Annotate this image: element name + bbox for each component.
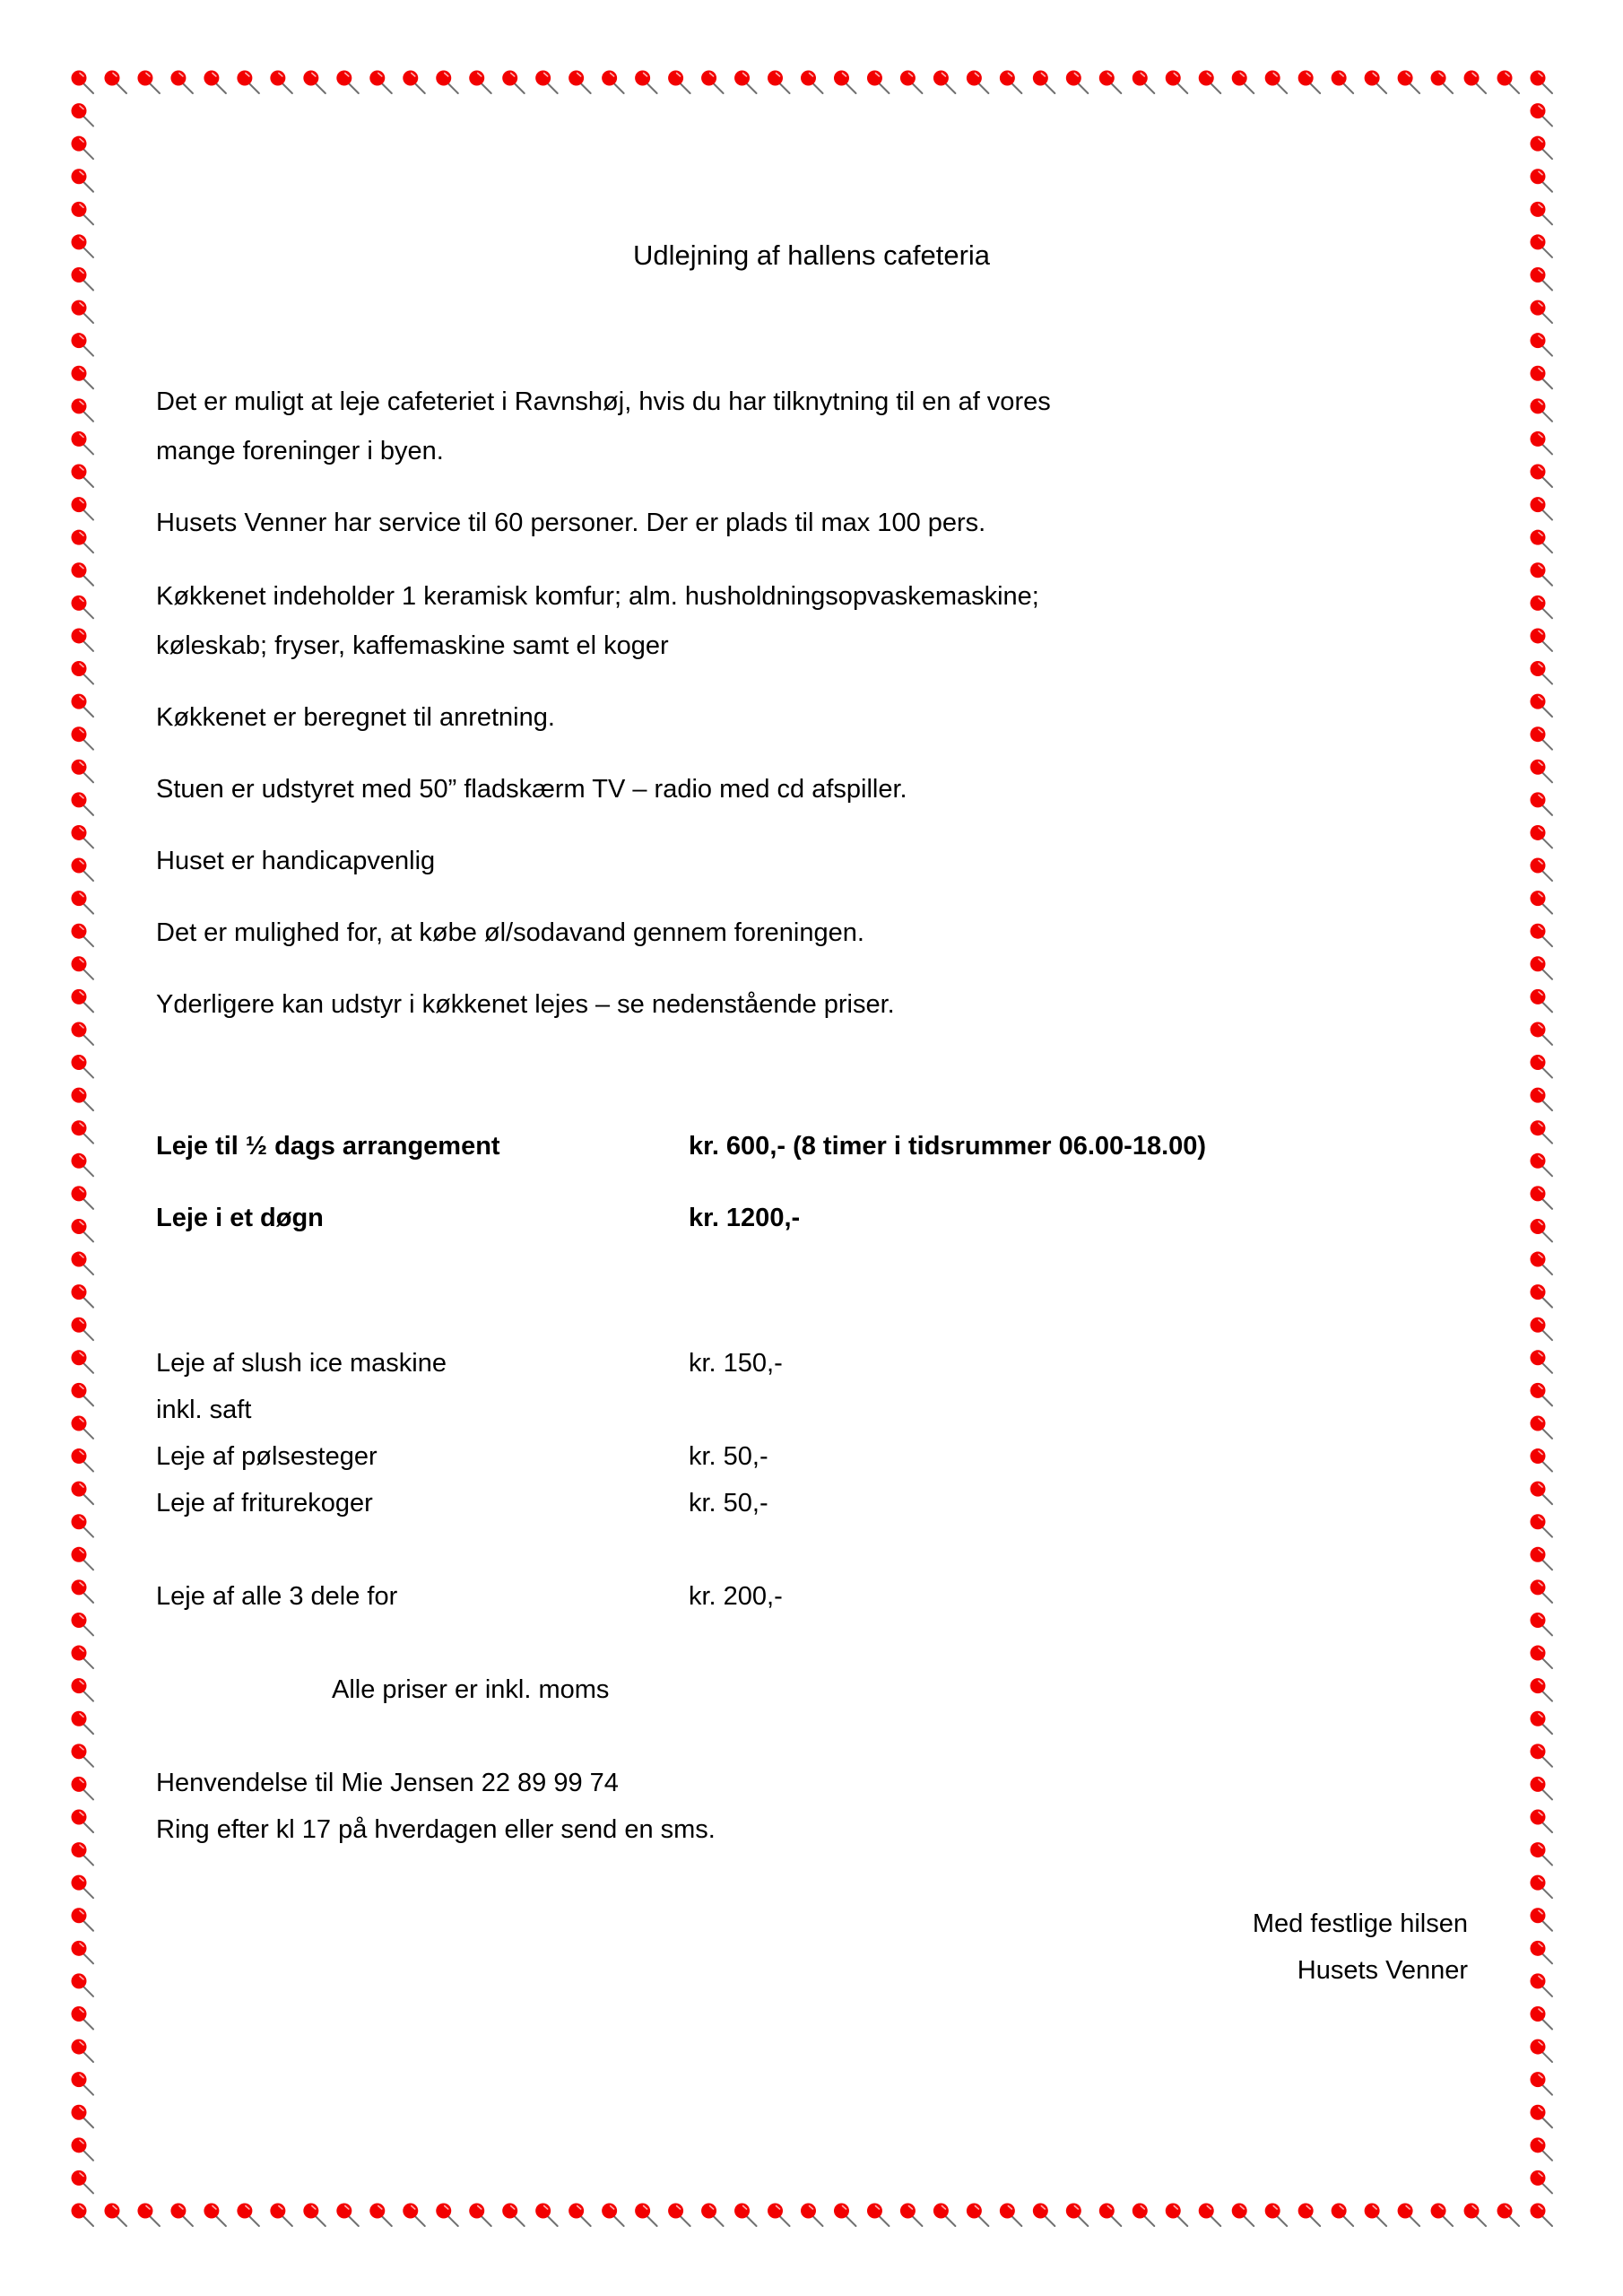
pushpin-icon <box>1332 71 1354 94</box>
closing-sender: Husets Venner <box>1297 1956 1468 1985</box>
pushpin-icon <box>967 71 989 94</box>
pushpin-icon <box>72 1777 94 1800</box>
pushpin-icon <box>72 202 94 225</box>
pushpin-icon <box>1531 2105 1553 2128</box>
vat-note: Alle priser er inkl. moms <box>332 1675 610 1704</box>
pushpin-icon <box>1531 1678 1553 1701</box>
pushpin-icon <box>237 2204 259 2227</box>
pushpin-icon <box>72 1514 94 1537</box>
equipment-label: Leje af friturekoger <box>156 1489 373 1518</box>
pushpin-icon <box>72 989 94 1013</box>
pushpin-icon <box>72 169 94 192</box>
pushpin-icon <box>734 2204 757 2227</box>
pushpin-icon <box>1531 694 1553 718</box>
pushpin-icon <box>602 2204 624 2227</box>
pushpin-icon <box>72 1055 94 1078</box>
pushpin-icon <box>1531 1350 1553 1373</box>
pushpin-icon <box>170 71 193 94</box>
pushpin-icon <box>1497 71 1520 94</box>
contact-line: Henvendelse til Mie Jensen 22 89 99 74 <box>156 1769 619 1797</box>
pushpin-icon <box>867 2204 890 2227</box>
pushpin-icon <box>72 136 94 160</box>
pushpin-icon <box>72 825 94 848</box>
pushpin-icon <box>72 1941 94 1964</box>
pushpin-icon <box>72 2105 94 2128</box>
pushpin-icon <box>1531 300 1553 324</box>
pushpin-icon <box>72 1646 94 1669</box>
pushpin-icon <box>1531 1744 1553 1767</box>
equipment-price: kr. 50,- <box>689 1489 768 1518</box>
pushpin-icon <box>72 694 94 718</box>
pushpin-icon <box>72 596 94 619</box>
pushpin-icon <box>436 2204 458 2227</box>
pushpin-icon <box>635 71 657 94</box>
equipment-price: kr. 200,- <box>689 1582 783 1611</box>
pushpin-icon <box>1099 2204 1122 2227</box>
pushpin-icon <box>1531 2072 1553 2095</box>
pushpin-icon <box>1531 726 1553 750</box>
pushpin-icon <box>568 71 591 94</box>
pushpin-icon <box>72 1678 94 1701</box>
pushpin-icon <box>602 71 624 94</box>
pushpin-icon <box>72 103 94 126</box>
pushpin-icon <box>1531 1777 1553 1800</box>
pushpin-icon <box>436 71 458 94</box>
pushpin-icon <box>137 71 160 94</box>
pushpin-icon <box>1232 2204 1254 2227</box>
pushpin-icon <box>768 2204 790 2227</box>
pushpin-icon <box>72 1415 94 1439</box>
paragraph-line: Køkkenet indeholder 1 keramisk komfur; alm. husholdningsopvaskemaskine; <box>156 582 1039 611</box>
pushpin-icon <box>1531 366 1553 389</box>
pushpin-icon <box>403 71 425 94</box>
pushpin-icon <box>72 2137 94 2161</box>
pushpin-icon <box>1531 858 1553 882</box>
pushpin-icon <box>72 792 94 815</box>
pushpin-icon <box>72 661 94 684</box>
pushpin-icon <box>1531 1284 1553 1308</box>
pushpin-icon <box>72 1022 94 1045</box>
pushpin-icon <box>72 497 94 520</box>
pushpin-icon <box>403 2204 425 2227</box>
pushpin-icon <box>1531 562 1553 586</box>
pushpin-icon <box>1531 1318 1553 1341</box>
pushpin-icon <box>1531 1415 1553 1439</box>
pushpin-icon <box>1298 2204 1321 2227</box>
rental-price: kr. 1200,- <box>689 1204 801 1232</box>
pushpin-icon <box>1497 2204 1520 2227</box>
pushpin-icon <box>204 71 226 94</box>
pushpin-icon <box>72 1744 94 1767</box>
pushpin-icon <box>1133 71 1155 94</box>
pushpin-icon <box>72 1219 94 1242</box>
pushpin-icon <box>1531 1252 1553 1275</box>
pushpin-icon <box>1298 71 1321 94</box>
pushpin-icon <box>1531 465 1553 488</box>
pushpin-icon <box>1531 2006 1553 2030</box>
pushpin-icon <box>967 2204 989 2227</box>
pushpin-icon <box>668 2204 690 2227</box>
pushpin-icon <box>1531 1022 1553 1045</box>
pushpin-icon <box>1199 2204 1221 2227</box>
pushpin-icon <box>1531 1547 1553 1570</box>
equipment-label: Leje af slush ice maskine <box>156 1349 447 1378</box>
pushpin-icon <box>72 300 94 324</box>
pushpin-icon <box>1531 2137 1553 2161</box>
pushpin-icon <box>768 71 790 94</box>
pushpin-icon <box>72 1875 94 1899</box>
pushpin-icon <box>1265 71 1288 94</box>
equipment-price: kr. 150,- <box>689 1349 783 1378</box>
pushpin-icon <box>303 71 325 94</box>
pushpin-icon <box>72 431 94 455</box>
pushpin-icon <box>72 366 94 389</box>
paragraph-line: Det er muligt at leje cafeteriet i Ravnshøj, hvis du har tilknytning til en af vores <box>156 387 1051 416</box>
pushpin-icon <box>72 1711 94 1735</box>
pushpin-icon <box>72 1973 94 1996</box>
pushpin-icon <box>1066 71 1089 94</box>
pushpin-icon <box>369 2204 392 2227</box>
pushpin-icon <box>1531 202 1553 225</box>
pushpin-icon <box>1365 71 1387 94</box>
pushpin-icon <box>1166 71 1188 94</box>
paragraph-line: Husets Venner har service til 60 personer. Der er plads til max 100 pers. <box>156 509 986 537</box>
pushpin-icon <box>72 1809 94 1832</box>
pushpin-icon <box>834 2204 856 2227</box>
pushpin-icon <box>72 1448 94 1472</box>
pushpin-icon <box>72 1383 94 1406</box>
pushpin-icon <box>1531 103 1553 126</box>
pushpin-icon <box>668 71 690 94</box>
pushpin-icon <box>72 562 94 586</box>
pushpin-icon <box>336 71 359 94</box>
pushpin-icon <box>72 2039 94 2063</box>
pushpin-icon <box>1000 71 1022 94</box>
pushpin-icon <box>72 530 94 553</box>
pushpin-icon <box>72 465 94 488</box>
pushpin-icon <box>535 2204 558 2227</box>
pushpin-icon <box>72 1908 94 1931</box>
pushpin-icon <box>336 2204 359 2227</box>
pushpin-icon <box>568 2204 591 2227</box>
pushpin-icon <box>933 2204 956 2227</box>
pushpin-icon <box>1531 760 1553 783</box>
pushpin-icon <box>1531 1088 1553 1111</box>
pushpin-icon <box>72 1613 94 1636</box>
pushpin-icon <box>1531 2039 1553 2063</box>
pushpin-icon <box>1531 924 1553 947</box>
pushpin-icon <box>303 2204 325 2227</box>
pushpin-icon <box>72 858 94 882</box>
paragraph-line: Huset er handicapvenlig <box>156 847 436 875</box>
pushpin-icon <box>1332 2204 1354 2227</box>
pushpin-icon <box>72 2204 94 2227</box>
pushpin-icon <box>270 71 292 94</box>
pushpin-icon <box>72 398 94 422</box>
pushpin-icon <box>204 2204 226 2227</box>
paragraph-line: Det er mulighed for, at købe øl/sodavand gennem foreningen. <box>156 918 864 947</box>
pushpin-icon <box>72 2072 94 2095</box>
pushpin-icon <box>1531 497 1553 520</box>
pushpin-icon <box>1531 398 1553 422</box>
pushpin-icon <box>72 1579 94 1603</box>
pushpin-icon <box>1531 1613 1553 1636</box>
pushpin-icon <box>801 71 823 94</box>
equipment-label: Leje af alle 3 dele for <box>156 1582 398 1611</box>
pushpin-icon <box>72 1547 94 1570</box>
pushpin-icon <box>900 71 922 94</box>
pushpin-icon <box>72 2006 94 2030</box>
paragraph-line: køleskab; fryser, kaffemaskine samt el koger <box>156 631 669 660</box>
pushpin-icon <box>237 71 259 94</box>
pushpin-icon <box>1531 1120 1553 1144</box>
closing-greeting: Med festlige hilsen <box>1252 1909 1468 1938</box>
pushpin-icon <box>1464 71 1487 94</box>
pushpin-icon <box>1464 2204 1487 2227</box>
pushpin-icon <box>1531 956 1553 979</box>
pushpin-icon <box>270 2204 292 2227</box>
document-title: Udlejning af hallens cafeteria <box>632 239 991 271</box>
pushpin-icon <box>1531 1448 1553 1472</box>
pushpin-icon <box>734 71 757 94</box>
pushpin-icon <box>1531 1514 1553 1537</box>
pushpin-icon <box>1166 2204 1188 2227</box>
pushpin-icon <box>867 71 890 94</box>
pushpin-icon <box>469 2204 491 2227</box>
pushpin-icon <box>1531 431 1553 455</box>
pushpin-icon <box>1531 1219 1553 1242</box>
contact-line: Ring efter kl 17 på hverdagen eller send en sms. <box>156 1815 716 1844</box>
pushpin-icon <box>1000 2204 1022 2227</box>
pushpin-icon <box>1531 1186 1553 1209</box>
pushpin-icon <box>469 71 491 94</box>
pushpin-icon <box>1531 1973 1553 1996</box>
pushpin-icon <box>1033 71 1055 94</box>
pushpin-icon <box>900 2204 922 2227</box>
pushpin-icon <box>1531 1646 1553 1669</box>
pushpin-icon <box>1531 1579 1553 1603</box>
equipment-label-continued: inkl. saft <box>156 1396 252 1424</box>
pushpin-icon <box>1531 1842 1553 1866</box>
pushpin-icon <box>1531 2204 1553 2227</box>
pushpin-icon <box>72 71 94 94</box>
pushpin-icon <box>72 726 94 750</box>
pushpin-icon <box>1398 2204 1420 2227</box>
pushpin-icon <box>72 1252 94 1275</box>
pushpin-icon <box>72 1120 94 1144</box>
pushpin-icon <box>170 2204 193 2227</box>
pushpin-icon <box>72 891 94 914</box>
pushpin-icon <box>1531 1908 1553 1931</box>
pushpin-icon <box>1531 169 1553 192</box>
equipment-label: Leje af pølsesteger <box>156 1442 378 1471</box>
pushpin-icon <box>1033 2204 1055 2227</box>
pushpin-icon <box>1531 1875 1553 1899</box>
pushpin-icon <box>1099 71 1122 94</box>
pushpin-icon <box>1531 1941 1553 1964</box>
paragraph-line: mange foreninger i byen. <box>156 437 444 465</box>
pushpin-icon <box>1531 825 1553 848</box>
pushpin-icon <box>1232 71 1254 94</box>
pushpin-icon <box>1431 71 1454 94</box>
pushpin-icon <box>1199 71 1221 94</box>
pushpin-icon <box>502 71 525 94</box>
pushpin-icon <box>72 1350 94 1373</box>
pushpin-icon <box>1531 1711 1553 1735</box>
pushpin-icon <box>1531 136 1553 160</box>
pushpin-icon <box>1531 1482 1553 1505</box>
pushpin-icon <box>1531 1383 1553 1406</box>
pushpin-icon <box>72 2170 94 2194</box>
pushpin-icon <box>72 628 94 651</box>
paragraph-line: Yderligere kan udstyr i køkkenet lejes – se nedenstående priser. <box>156 990 895 1019</box>
rental-price: kr. 600,- (8 timer i tidsrummer 06.00-18.00) <box>689 1132 1207 1161</box>
rental-label: Leje til ½ dags arrangement <box>156 1132 500 1161</box>
pushpin-icon <box>137 2204 160 2227</box>
pushpin-icon <box>1133 2204 1155 2227</box>
pushpin-icon <box>72 1088 94 1111</box>
pushpin-icon <box>72 1842 94 1866</box>
pushpin-icon <box>1531 2170 1553 2194</box>
pushpin-icon <box>1531 1055 1553 1078</box>
pushpin-icon <box>72 1186 94 1209</box>
pushpin-icon <box>1066 2204 1089 2227</box>
pushpin-icon <box>1531 71 1553 94</box>
pushpin-icon <box>1531 1809 1553 1832</box>
pushpin-icon <box>104 2204 126 2227</box>
paragraph-line: Køkkenet er beregnet til anretning. <box>156 703 555 732</box>
pushpin-icon <box>1531 333 1553 356</box>
pushpin-icon <box>1531 530 1553 553</box>
rental-label: Leje i et døgn <box>156 1204 324 1232</box>
pushpin-icon <box>104 71 126 94</box>
pushpin-icon <box>1531 1153 1553 1177</box>
pushpin-icon <box>1265 2204 1288 2227</box>
pushpin-icon <box>1531 792 1553 815</box>
pushpin-icon <box>701 71 724 94</box>
pushpin-icon <box>801 2204 823 2227</box>
pushpin-icon <box>72 956 94 979</box>
pushpin-icon <box>1531 661 1553 684</box>
pushpin-icon <box>535 71 558 94</box>
pushpin-icon <box>834 71 856 94</box>
pushpin-icon <box>72 333 94 356</box>
pushpin-icon <box>1398 71 1420 94</box>
pushpin-icon <box>933 71 956 94</box>
pushpin-icon <box>1531 628 1553 651</box>
pushpin-icon <box>1531 596 1553 619</box>
pushpin-icon <box>369 71 392 94</box>
pushpin-icon <box>1365 2204 1387 2227</box>
pushpin-icon <box>72 1153 94 1177</box>
pushpin-icon <box>1431 2204 1454 2227</box>
pushpin-icon <box>72 1482 94 1505</box>
paragraph-line: Stuen er udstyret med 50” fladskærm TV – radio med cd afspiller. <box>156 775 907 804</box>
pushpin-icon <box>502 2204 525 2227</box>
pushpin-icon <box>635 2204 657 2227</box>
pushpin-icon <box>1531 891 1553 914</box>
pushpin-icon <box>72 760 94 783</box>
equipment-price: kr. 50,- <box>689 1442 768 1471</box>
pushpin-icon <box>1531 989 1553 1013</box>
pushpin-icon <box>701 2204 724 2227</box>
pushpin-icon <box>72 924 94 947</box>
pushpin-icon <box>72 1318 94 1341</box>
pushpin-icon <box>72 1284 94 1308</box>
